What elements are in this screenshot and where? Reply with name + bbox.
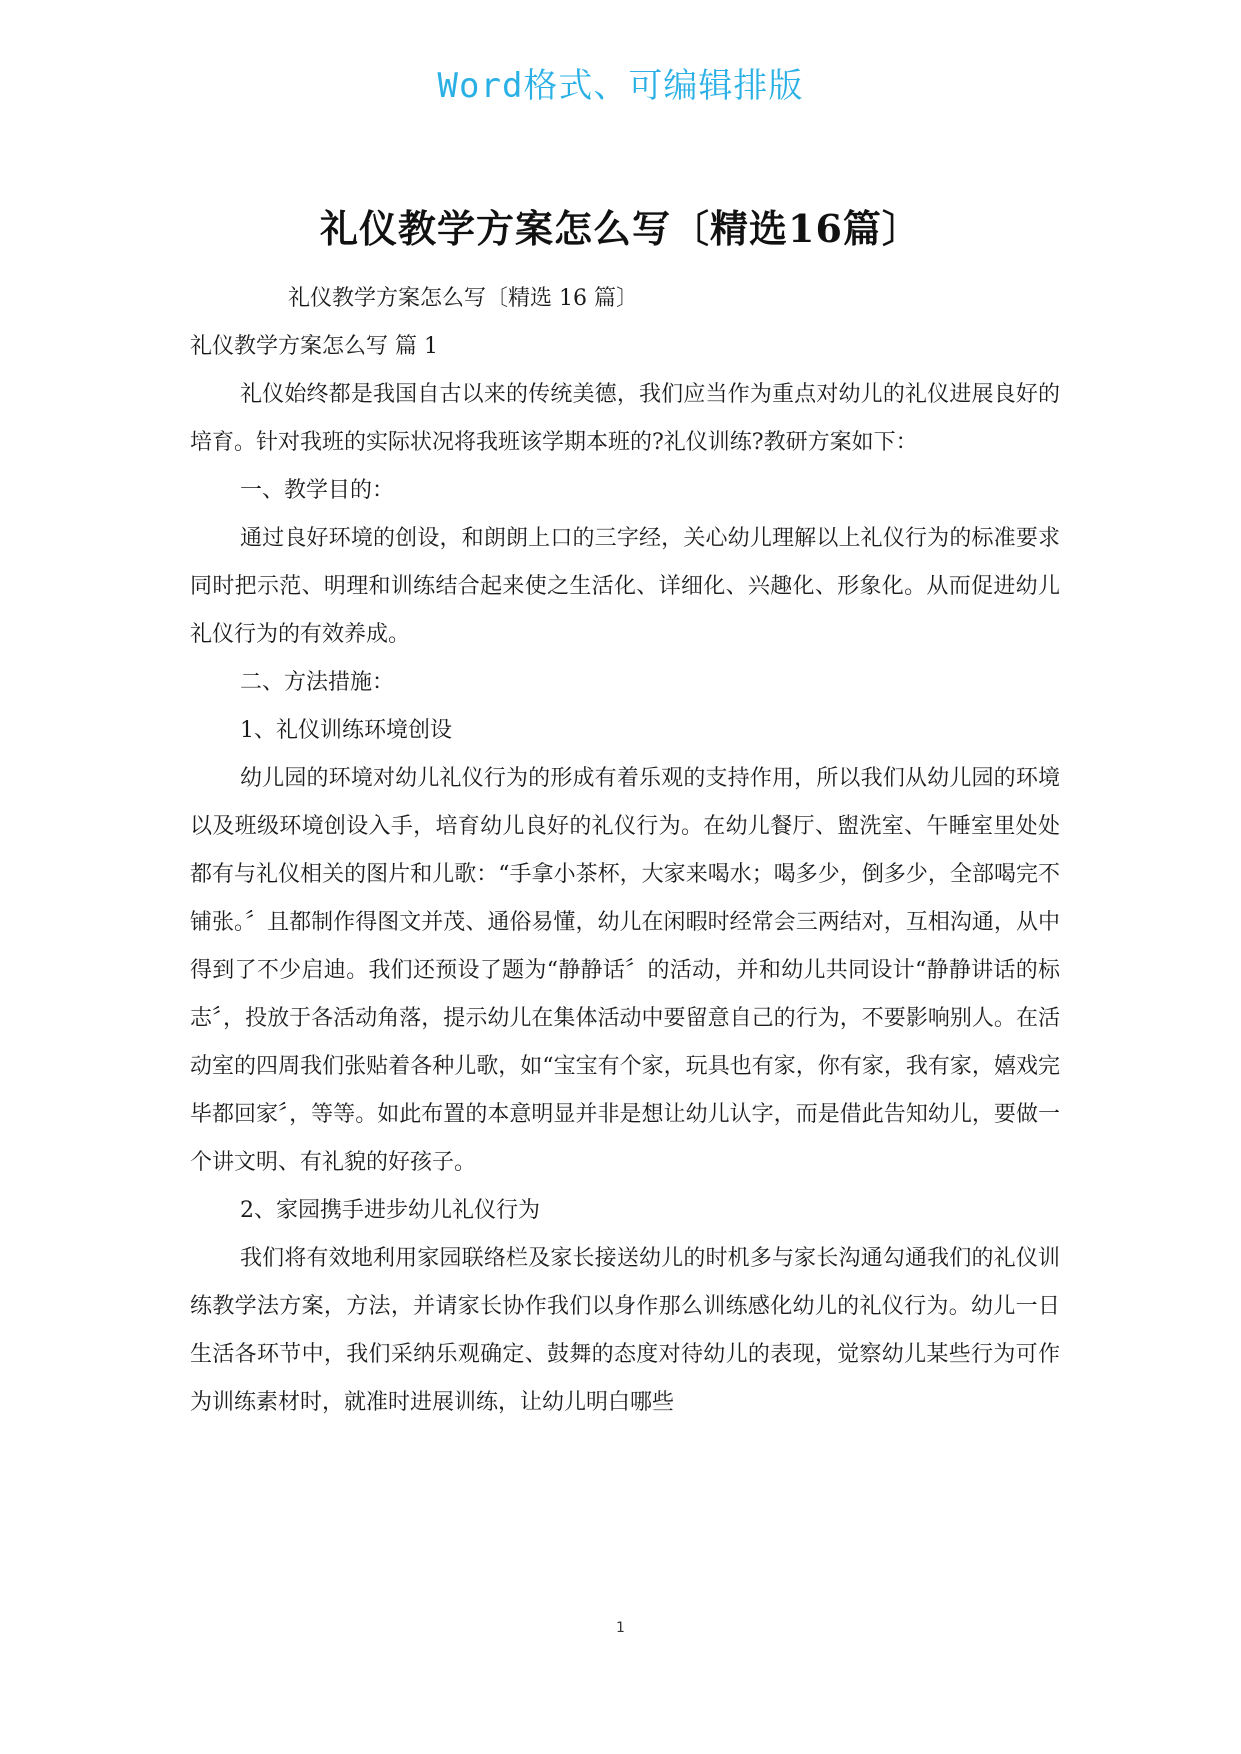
subheading-home-school: 2、家园携手进步幼儿礼仪行为 <box>240 1198 540 1223</box>
document-title: 礼仪教学方案怎么写〔精选16篇〕 <box>320 206 921 251</box>
body-paragraph: 礼仪始终都是我国自古以来的传统美德，我们应当作为重点对幼儿的礼仪进展良好的培育。针对我班的实际状况将我班该学期本班的?礼仪训练?教研方案如下： <box>190 382 1060 455</box>
subheading-methods: 二、方法措施： <box>240 670 395 695</box>
format-banner: Word格式、可编辑排版 <box>437 66 804 106</box>
document-body <box>190 275 1060 1427</box>
document-subtitle: 礼仪教学方案怎么写〔精选 16 篇〕 <box>288 286 638 311</box>
section-heading: 礼仪教学方案怎么写 篇 1 <box>190 334 438 359</box>
page-number: 1 <box>616 1620 625 1636</box>
body-paragraph: 幼儿园的环境对幼儿礼仪行为的形成有着乐观的支持作用，所以我们从幼儿园的环境以及班级环境创设入手，培育幼儿良好的礼仪行为。在幼儿餐厅、盥洗室、午睡室里处处都有与礼仪相关的图片和儿歌：“手拿小茶杯，大家来喝水；喝多少，倒多少，全部喝完不铺张。〞且都制作得图文并茂、通俗易懂，幼儿在闲暇时经常会三两结对，互相沟通，从中得到了不少启迪。我们还预设了题为“静静话〞的活动，并和幼儿共同设计“静静讲话的标志〞，投放于各活动角落，提示幼儿在集体活动中要留意自己的行为，不要影响别人。在活动室的四周我们张贴着各种儿歌，如“宝宝有个家，玩具也有家，你有家，我有家，嬉戏完毕都回家〞，等等。如此布置的本意明显并非是想让幼儿认字，而是借此告知幼儿，要做一个讲文明、有礼貌的好孩子。 <box>190 766 1060 1175</box>
body-paragraph: 我们将有效地利用家园联络栏及家长接送幼儿的时机多与家长沟通勾通我们的礼仪训练教学法方案，方法，并请家长协作我们以身作那么训练感化幼儿的礼仪行为。幼儿一日生活各环节中，我们采纳乐观确定、鼓舞的态度对待幼儿的表现，觉察幼儿某些行为可作为训练素材时，就准时进展训练，让幼儿明白哪些 <box>190 1246 1060 1415</box>
body-paragraph: 通过良好环境的创设，和朗朗上口的三字经，关心幼儿理解以上礼仪行为的标准要求同时把示范、明理和训练结合起来使之生活化、详细化、兴趣化、形象化。从而促进幼儿礼仪行为的有效养成。 <box>190 526 1060 647</box>
subheading-objectives: 一、教学目的： <box>240 478 395 503</box>
subheading-environment: 1、礼仪训练环境创设 <box>240 718 452 743</box>
